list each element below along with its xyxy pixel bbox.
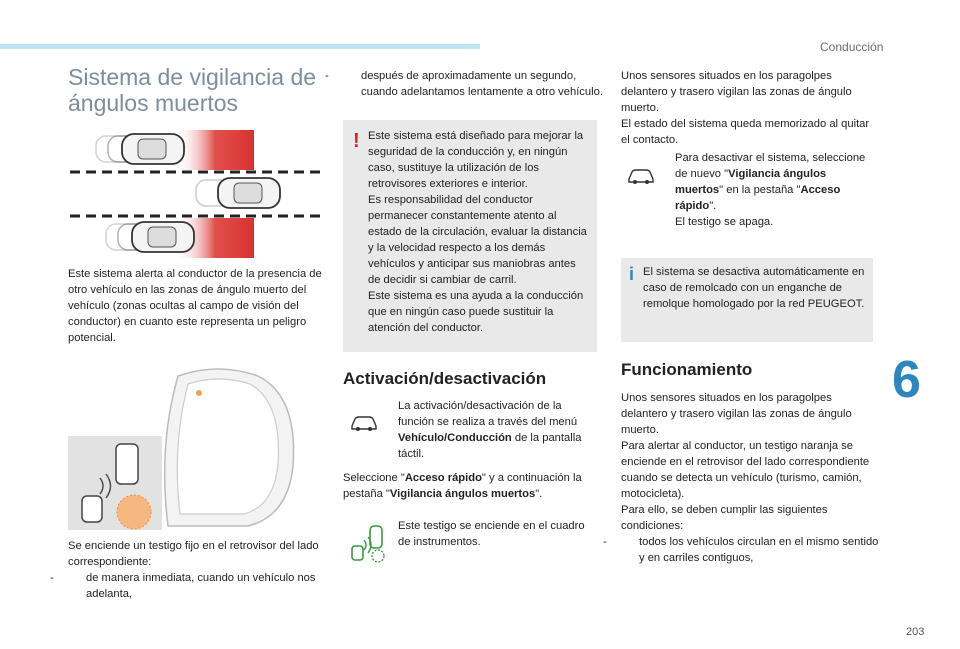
func-heading: Funcionamiento: [621, 360, 753, 379]
mirror-illustration: [68, 366, 330, 530]
chapter-number: 6: [892, 351, 921, 409]
page-title: [68, 64, 328, 116]
page-title-line1: Sistema de vigilancia de: [68, 64, 317, 90]
activation-text: La activación/desactivación de la función se realiza a través del menú Vehículo/Conducción de la pantalla táctil.: [398, 400, 582, 460]
car-icon: [349, 413, 379, 433]
intro-paragraph: Este sistema alerta al conductor de la presencia de otro vehículo en las zonas de ángulo muerto del vehículo (zonas ocultas al campo de visión del conductor) en cuanto este representa un peligro potencial.: [68, 268, 322, 344]
bullet-after-second: - después de aproximadamente un segundo, cuando adelantamos lentamente a otro vehículo.: [325, 70, 603, 98]
bullet-immediate: - de manera inmediata, cuando un vehículo nos adelanta,: [50, 572, 316, 600]
mirror-indicator-light: [196, 390, 202, 396]
sensors-text: Unos sensores situados en los paragolpes delantero y trasero vigilan las zonas de ángulo muerto. El estado del sistema queda memorizado al quitar el contacto.: [621, 70, 870, 146]
info-icon: i: [629, 264, 635, 284]
deactivate-text: Para desactivar el sistema, seleccione de nuevo "Vigilancia ángulos muertos" en la pestaña "Acceso rápido". El testigo se apaga.: [675, 152, 866, 228]
warning-box: [343, 120, 597, 352]
blind-spot-car-icon: [116, 444, 138, 484]
zone-top: [176, 130, 254, 170]
page-title-line2: ángulos muertos: [68, 90, 239, 116]
warning-icon: !: [353, 130, 360, 152]
func-text: Unos sensores situados en los paragolpes delantero y trasero vigilan las zonas de ángulo muerto. Para alertar al conductor, un testigo naranja se enciende en el retrovisor del lado correspondiente cuando se detecta un vehículo (turismo, camión, motocicleta). Para ello, se deben cumplir las siguientes condiciones: - todos los vehículos circulan en el mismo sentido y en carriles contiguos,: [603, 392, 879, 564]
section-title: Conducción: [820, 40, 884, 54]
page-number: 203: [906, 626, 925, 638]
select-quick-access: Seleccione "Acceso rápido" y a continuación la pestaña "Vigilancia ángulos muertos".: [343, 472, 582, 500]
testigo-text: Este testigo se enciende en el cuadro de instrumentos.: [398, 520, 585, 548]
activation-heading: Activación/desactivación: [343, 369, 547, 388]
mirror-text: Se enciende un testigo fijo en el retrovisor del lado correspondiente:: [68, 540, 319, 568]
header-accent-bar: [0, 44, 480, 49]
info-box: [621, 258, 873, 342]
blind-spot-diagram: [66, 126, 322, 260]
blind-spot-indicator-icon: [348, 524, 388, 564]
car-icon-2: [626, 166, 656, 186]
warning-text: Este sistema está diseñado para mejorar la seguridad de la conducción y, en ningún caso, sustituye la utilización de los retrovisores exteriores e interior. Es responsabilidad del conductor permanecer constantemente atento al estado de la circulación, evaluar la distancia y la velocidad respecto a los demás vehículos y anticipar sus maniobras antes de decidir si cambiar de carril. Este sistema es una ayuda a la conducción que en ningún caso puede sustituir la atención del conductor.: [368, 130, 587, 334]
info-text: El sistema se desactiva automáticamente en caso de remolcado con un enganche de remolque homologado por la red PEUGEOT.: [643, 266, 865, 310]
